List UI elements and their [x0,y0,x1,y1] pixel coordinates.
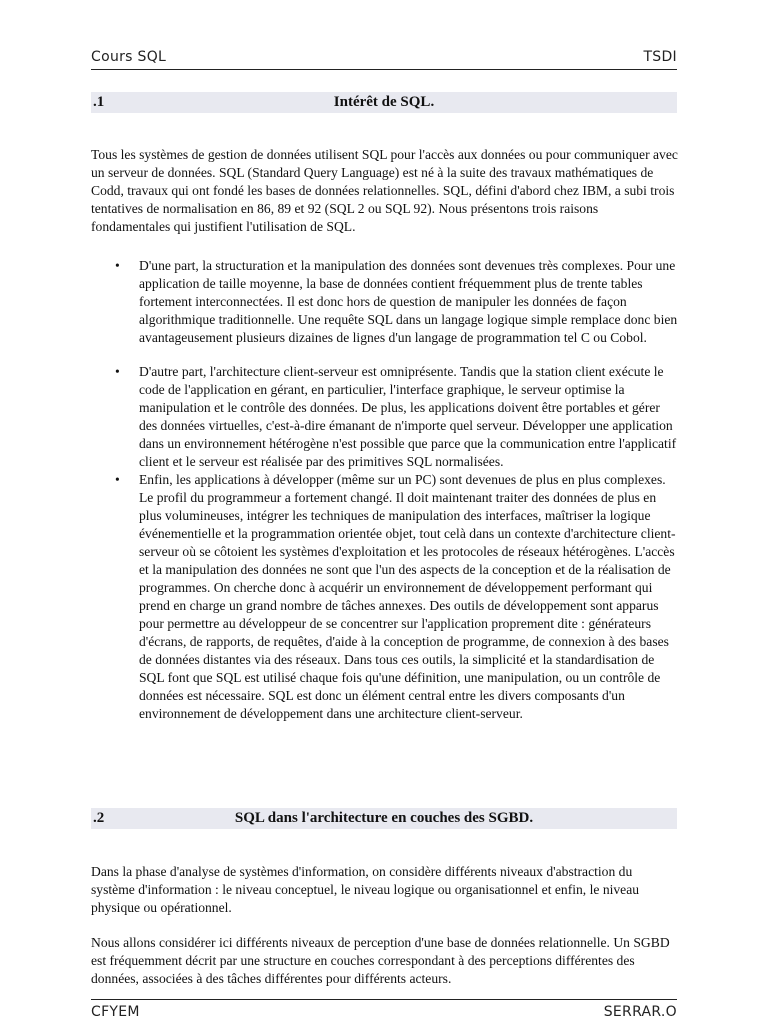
section-number: .1 [93,94,105,110]
header-course-title: Cours SQL [91,49,167,65]
section-heading-2 [91,808,677,829]
intro-paragraph: Tous les systèmes de gestion de données utilisent SQL pour l'accès aux données ou pour communiquer avec un serveur de données. SQL (Standard Query Language) est né à la suite des travaux mathématiques de Codd, travaux qui ont fondé les bases de données relationnelles. SQL, défini d'abord chez IBM, a subi trois tentatives de normalisation en 86, 89 et 92 (SQL 2 ou SQL 92). Nous présentons trois raisons fondamentales qui justifient l'utilisation de SQL. [91,146,678,234]
bullet-marker: • [115,258,120,273]
list-item-text: D'une part, la structuration et la manipulation des données sont devenues très complexes. Pour une application de taille moyenne, la base de données contient fréquemment plus de trente tables fortement interconnectées. Il est donc hors de question de manipuler les données de façon algorithmique traditionnelle. Une requête SQL dans un langage logique simple remplace donc bien avantageusement plusieurs dizaines de lignes d'un langage de programmation tel C ou Cobol. [139,258,678,345]
list-item [91,363,679,471]
bullet-marker: • [115,364,120,379]
bullet-list [91,257,679,723]
page-footer [91,999,677,1022]
footer-author: SERRAR.O [603,1004,677,1020]
bullet-marker: • [115,472,120,487]
body-paragraph: Dans la phase d'analyse de systèmes d'information, on considère différents niveaux d'abstraction du système d'information : le niveau conceptuel, le niveau logique ou organisationnel et enfin, le niveau physique ou opérationnel. [91,863,640,915]
body-paragraph: Nous allons considérer ici différents niveaux de perception d'une base de données relationnelle. Un SGBD est fréquemment décrit par une structure en couches correspondant à des perceptions différentes des données, associées à des tâches différentes pour différents acteurs. [91,934,670,986]
section-heading-1 [91,92,677,113]
footer-institution: CFYEM [91,1004,140,1020]
section-title: Intérêt de SQL. [333,94,435,110]
page-header [91,47,677,70]
list-item-text: D'autre part, l'architecture client-serveur est omniprésente. Tandis que la station client exécute le code de l'application en gérant, en particulier, l'interface graphique, le serveur optimise la manipulation et le contrôle des données. De plus, les applications doivent être portables et gérer des données virtuelles, c'est-à-dire émanant de n'importe quel serveur. Développer une application dans un environnement hétérogène n'est possible que parce que la communication entre l'applicatif client et le serveur est réalisée par des primitives SQL normalisées. [139,364,677,469]
list-item-text: Enfin, les applications à développer (même sur un PC) sont devenues de plus en plus complexes. Le profil du programmeur a fortement changé. Il doit maintenant traiter des données de plus en plus volumineuses, intégrer les techniques de manipulation des interfaces, maîtriser la logique événementielle et la programmation orientée objet, tout celà dans un contexte d'architecture client-serveur où se côtoient les systèmes d'exploitation et les protocoles de réseaux hétérogènes. L'accès et la manipulation des données ne sont que l'un des aspects de la conception et de la réalisation de programmes. On cherche donc à acquérir un environnement de développement performant qui prend en charge un grand nombre de tâches annexes. Des outils de développement sont apparus pour permettre au développeur de se concentrer sur l'application proprement dite : générateurs d'écrans, de rapports, de requêtes, d'aide à la conception de programme, de connexion à des bases de données distantes via des réseaux. Dans tous ces outils, la simplicité et la standardisation de SQL font que SQL est utilisé chaque fois qu'une définition, une manipulation, ou un contrôle de données est nécessaire. SQL est donc un élément central entre les divers composants d'un environnement de développement dans une architecture client-serveur. [139,472,676,721]
section-number: .2 [93,810,105,826]
header-program: TSDI [643,49,677,65]
list-item [91,471,679,723]
list-item [91,257,679,347]
section-title: SQL dans l'architecture en couches des SGBD. [234,810,534,826]
